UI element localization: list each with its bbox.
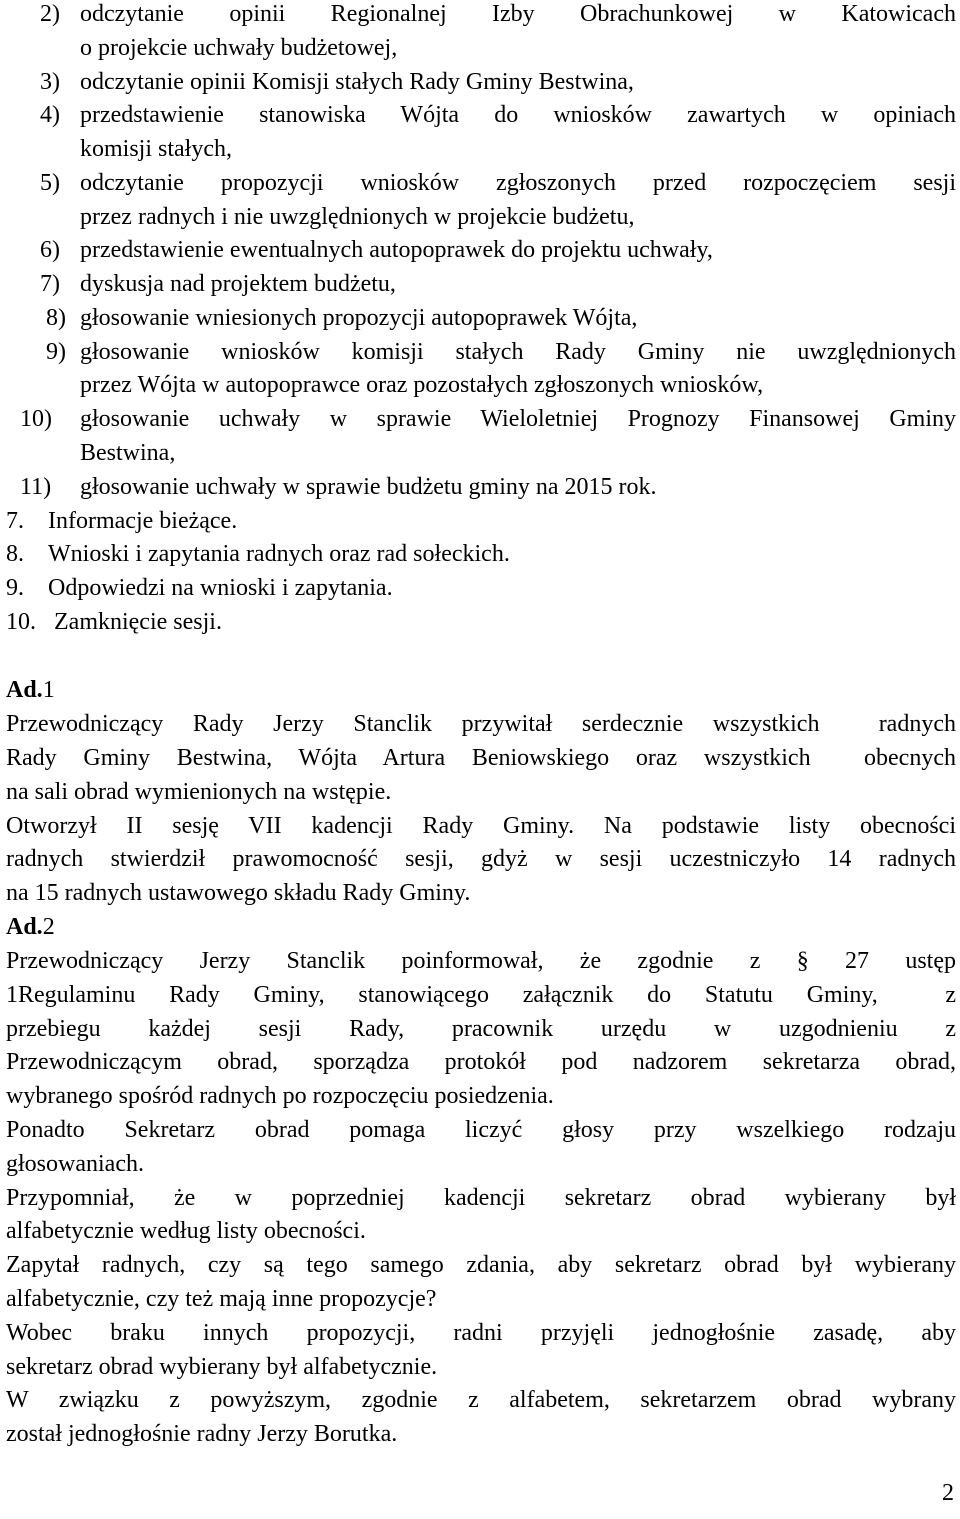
agenda-item-5-cont [0, 200, 960, 234]
ad2-line [0, 1214, 960, 1248]
ad2-text: Przewodniczącym obrad, sporządza protokół pod nadzorem sekretarza obrad, [6, 1049, 956, 1075]
agenda-text: komisji stałych, [80, 136, 232, 162]
ad2-line [0, 1417, 960, 1451]
main-item-number: 9. [6, 575, 24, 601]
ad1-text: Przewodniczący Rady Jerzy Stanclik przywitał serdecznie wszystkich radnych [6, 711, 956, 737]
agenda-text: przedstawienie ewentualnych autopoprawek do projektu uchwały, [80, 237, 713, 263]
agenda-text: przez Wójta w autopoprawce oraz pozostałych zgłoszonych wniosków, [80, 372, 764, 398]
ad2-text: przebiegu każdej sesji Rady, pracownik urzędu w uzgodnieniu z [6, 1016, 956, 1042]
ad1-line [0, 842, 960, 876]
ad1-text: radnych stwierdził prawomocność sesji, gdyż w sesji uczestniczyło 14 radnych [6, 846, 956, 872]
ad2-line [0, 1350, 960, 1384]
ad1-text: na sali obrad wymienionych na wstępie. [6, 779, 392, 805]
agenda-number: 9) [46, 339, 66, 365]
ad2-text: Zapytał radnych, czy są tego samego zdania, aby sekretarz obrad był wybierany [6, 1252, 956, 1278]
agenda-number: 8) [46, 305, 66, 331]
agenda-number: 4) [40, 102, 60, 128]
agenda-text: głosowanie uchwały w sprawie budżetu gminy na 2015 rok. [80, 474, 657, 500]
ad2-line [0, 1079, 960, 1113]
main-item-number: 10. [6, 609, 36, 635]
agenda-item-10 [0, 402, 960, 436]
agenda-item-11 [0, 470, 960, 504]
agenda-number: 5) [40, 170, 60, 196]
main-item-9 [0, 571, 960, 605]
agenda-number: 11) [20, 474, 52, 500]
ad2-line [0, 1113, 960, 1147]
ad1-line [0, 775, 960, 809]
agenda-number: 10) [20, 406, 52, 432]
ad2-text: 1Regulaminu Rady Gminy, stanowiącego załącznik do Statutu Gminy, z [6, 982, 956, 1008]
main-item-text: Zamknięcie sesji. [54, 609, 222, 635]
main-item-text: Odpowiedzi na wnioski i zapytania. [48, 575, 393, 601]
agenda-text: przez radnych i nie uwzględnionych w projekcie budżetu, [80, 204, 635, 230]
ad2-line [0, 1316, 960, 1350]
agenda-text: o projekcie uchwały budżetowej, [80, 35, 398, 61]
ad2-text: Wobec braku innych propozycji, radni przyjęli jednogłośnie zasadę, aby [6, 1320, 956, 1346]
ad2-text: alfabetycznie według listy obecności. [6, 1218, 366, 1244]
ad2-text: sekretarz obrad wybierany był alfabetycznie. [6, 1354, 438, 1380]
ad2-heading-number: 2 [42, 914, 55, 940]
agenda-item-3 [0, 65, 960, 99]
ad1-line [0, 809, 960, 843]
main-item-10 [0, 605, 960, 639]
agenda-text: głosowanie wniesionych propozycji autopoprawek Wójta, [80, 305, 638, 331]
ad1-text: na 15 radnych ustawowego składu Rady Gminy. [6, 880, 471, 906]
main-item-text: Wnioski i zapytania radnych oraz rad sołeckich. [48, 541, 510, 567]
ad2-line [0, 1012, 960, 1046]
agenda-text: Bestwina, [80, 440, 176, 466]
page-number: 2 [942, 1480, 954, 1506]
ad1-heading [0, 673, 960, 707]
main-item-7 [0, 504, 960, 538]
agenda-item-8 [0, 301, 960, 335]
ad2-line [0, 978, 960, 1012]
agenda-number: 7) [40, 271, 60, 297]
ad2-heading [0, 910, 960, 944]
main-item-number: 8. [6, 541, 24, 567]
agenda-item-9 [0, 335, 960, 369]
agenda-item-2-cont [0, 31, 960, 65]
ad2-line [0, 1248, 960, 1282]
ad2-line [0, 1383, 960, 1417]
ad2-line [0, 1147, 960, 1181]
ad2-line [0, 944, 960, 978]
agenda-number: 3) [40, 69, 60, 95]
agenda-item-7 [0, 267, 960, 301]
ad1-line [0, 707, 960, 741]
agenda-item-2 [0, 0, 960, 31]
main-item-text: Informacje bieżące. [48, 508, 238, 534]
agenda-text: przedstawienie stanowiska Wójta do wniosków zawartych w opiniach [80, 102, 956, 128]
ad2-line [0, 1181, 960, 1215]
ad2-line [0, 1045, 960, 1079]
agenda-number: 6) [40, 237, 60, 263]
agenda-text: głosowanie uchwały w sprawie Wieloletniej Prognozy Finansowej Gminy [80, 406, 956, 432]
agenda-text: dyskusja nad projektem budżetu, [80, 271, 396, 297]
main-item-8 [0, 537, 960, 571]
ad1-heading-prefix: Ad. [6, 677, 43, 703]
ad2-line [0, 1282, 960, 1316]
agenda-item-10-cont [0, 436, 960, 470]
ad1-text: Rady Gminy Bestwina, Wójta Artura Beniowskiego oraz wszystkich obecnych [6, 745, 956, 771]
ad2-text: głosowaniach. [6, 1151, 144, 1177]
ad1-line [0, 741, 960, 775]
ad2-text: alfabetycznie, czy też mają inne propozycje? [6, 1286, 437, 1312]
agenda-number: 2) [40, 1, 60, 27]
agenda-item-6 [0, 233, 960, 267]
ad2-text: Ponadto Sekretarz obrad pomaga liczyć głosy przy wszelkiego rodzaju [6, 1117, 956, 1143]
agenda-item-4 [0, 98, 960, 132]
ad1-heading-number: 1 [42, 677, 55, 703]
ad2-text: Przewodniczący Jerzy Stanclik poinformował, że zgodnie z § 27 ustęp [6, 948, 956, 974]
ad2-text: został jednogłośnie radny Jerzy Borutka. [6, 1421, 398, 1447]
agenda-text: odczytanie propozycji wniosków zgłoszonych przed rozpoczęciem sesji [80, 170, 956, 196]
ad2-text: W związku z powyższym, zgodnie z alfabetem, sekretarzem obrad wybrany [6, 1387, 956, 1413]
agenda-text: głosowanie wniosków komisji stałych Rady Gminy nie uwzględnionych [80, 339, 956, 365]
agenda-text: odczytanie opinii Regionalnej Izby Obrachunkowej w Katowicach [80, 1, 956, 27]
main-item-number: 7. [6, 508, 24, 534]
ad1-text: Otworzył II sesję VII kadencji Rady Gminy. Na podstawie listy obecności [6, 813, 956, 839]
agenda-item-9-cont [0, 368, 960, 402]
ad1-line [0, 876, 960, 910]
ad2-text: wybranego spośród radnych po rozpoczęciu posiedzenia. [6, 1083, 554, 1109]
agenda-item-4-cont [0, 132, 960, 166]
ad2-heading-prefix: Ad. [6, 914, 43, 940]
agenda-text: odczytanie opinii Komisji stałych Rady Gminy Bestwina, [80, 69, 634, 95]
ad2-text: Przypomniał, że w poprzedniej kadencji sekretarz obrad wybierany był [6, 1185, 956, 1211]
agenda-item-5 [0, 166, 960, 200]
